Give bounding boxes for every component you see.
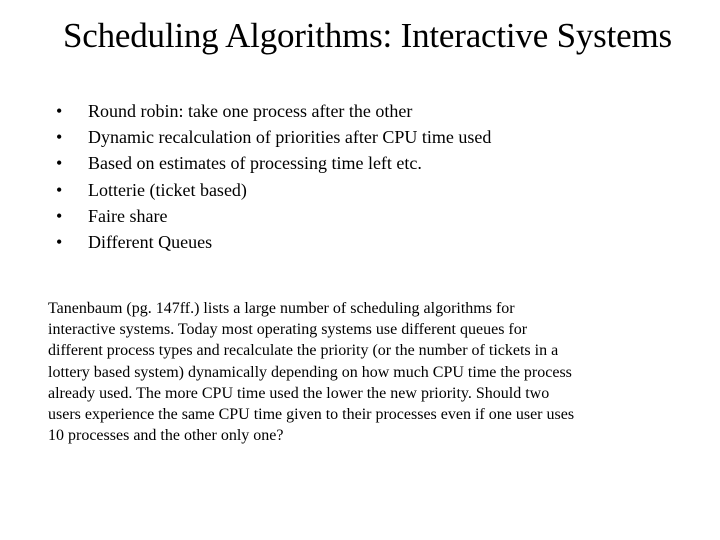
notes-line: users experience the same CPU time given to their processes even if one user uses: [48, 406, 575, 424]
notes-line: lottery based system) dynamically depending on how much CPU time the process: [48, 363, 572, 381]
bullet-glyph: •: [56, 179, 63, 200]
notes-line: different process types and recalculate the priority (or the number of tickets in a: [48, 342, 559, 360]
bullet-glyph: •: [56, 101, 63, 121]
bullet-text: Round robin: take one process after the other: [88, 101, 413, 121]
slide-title: Scheduling Algorithms: Interactive Systems: [63, 16, 672, 55]
notes-line: Tanenbaum (pg. 147ff.) lists a large number of scheduling algorithms for: [48, 300, 515, 317]
bullet-text: Dynamic recalculation of priorities after CPU time used: [88, 127, 492, 148]
bullet-text: Lotterie (ticket based): [88, 179, 247, 200]
bullet-glyph: •: [56, 205, 63, 226]
bullet-text: Different Queues: [88, 231, 213, 252]
speaker-notes: [48, 298, 658, 446]
notes-line: interactive systems. Today most operating systems use different queues for: [48, 321, 528, 339]
bullet-text: Based on estimates of processing time left etc.: [88, 153, 422, 174]
bullet-glyph: •: [56, 127, 63, 148]
bullet-text: Faire share: [88, 205, 168, 226]
notes-line: already used. The more CPU time used the lower the new priority. Should two: [48, 384, 550, 402]
bullet-glyph: •: [56, 153, 63, 174]
bullet-glyph: •: [56, 231, 63, 252]
notes-line: 10 processes and the other only one?: [48, 427, 284, 445]
